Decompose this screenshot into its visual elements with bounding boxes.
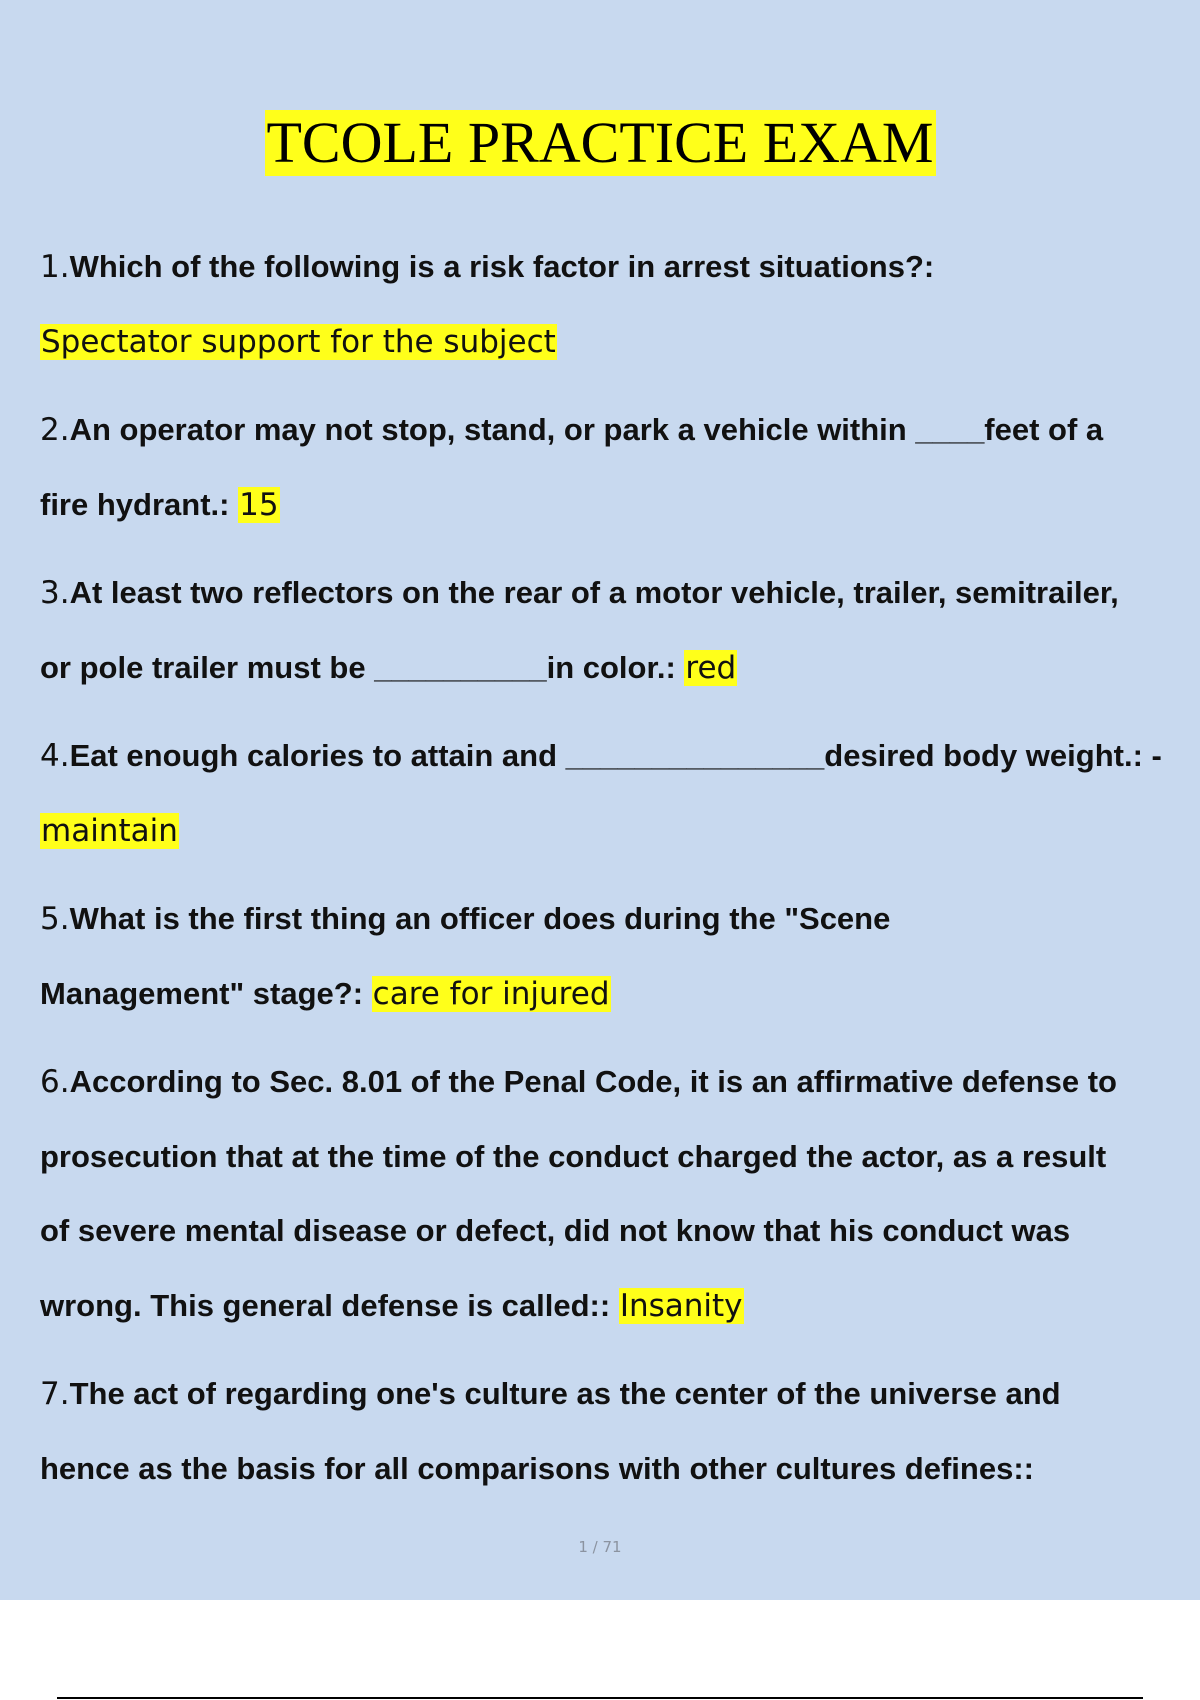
page-divider [57,1697,1143,1699]
answer-line [40,483,1175,558]
question-number: 5. [40,901,70,937]
answer-prefix: wrong. This general defense is called:: [40,1287,619,1323]
answer-line [40,1284,1175,1359]
question-item [40,571,1175,734]
answer-prefix: fire hydrant.: [40,486,239,522]
question-text: of severe mental disease or defect, did not know that his conduct was [40,1213,1071,1248]
question-item [40,1060,1175,1372]
question-text: According to Sec. 8.01 of the Penal Code, it is an affirmative defense to [69,1064,1117,1099]
question-line [40,245,1175,320]
highlighted-answer: Spectator support for the subject [41,323,556,360]
answer-line [40,972,1175,1047]
question-text: Eat enough calories to attain and _______________desired body weight.: - [69,738,1162,773]
question-text: hence as the basis for all comparisons with other cultures defines:: [40,1450,1034,1486]
question-text: At least two reflectors on the rear of a motor vehicle, trailer, semitrailer, [69,575,1119,610]
title-container [0,110,1200,176]
question-text: prosecution that at the time of the conduct charged the actor, as a result [40,1138,1107,1174]
question-item [40,897,1175,1060]
question-line [40,897,1175,972]
question-item [40,245,1175,408]
answer-line [40,646,1175,721]
question-number: 7. [40,1376,70,1412]
highlighted-answer: care for injured [372,975,610,1012]
question-number: 3. [40,575,70,611]
question-text: What is the first thing an officer does during the "Scene [69,901,891,936]
question-line [40,571,1175,646]
question-line [40,1135,1175,1210]
question-number: 4. [40,738,70,774]
answer-prefix: or pole trailer must be __________in color.: [40,649,685,685]
highlighted-answer: Insanity [619,1287,743,1324]
question-list [40,245,1175,1521]
highlighted-answer: red [685,649,737,686]
question-line [40,1060,1175,1135]
question-text: The act of regarding one's culture as the center of the universe and [69,1376,1061,1411]
question-text: An operator may not stop, stand, or park a vehicle within ____feet of a [69,412,1104,447]
question-item [40,734,1175,897]
page-title: TCOLE PRACTICE EXAM [266,110,934,175]
question-line [40,1209,1175,1284]
answer-line [40,809,1175,884]
answer-line [40,320,1175,395]
question-number: 6. [40,1064,70,1100]
question-line [40,734,1175,809]
question-item [40,1372,1175,1521]
question-item [40,408,1175,571]
page-indicator: 1 / 71 [578,1538,622,1556]
highlighted-answer: maintain [41,812,178,849]
question-line [40,1372,1175,1447]
answer-prefix: Management" stage?: [40,975,372,1011]
question-text: Which of the following is a risk factor in arrest situations?: [69,249,935,284]
question-line [40,1447,1175,1522]
question-number: 1. [40,249,70,285]
question-number: 2. [40,412,70,448]
question-line [40,408,1175,483]
highlighted-answer: 15 [239,486,279,523]
